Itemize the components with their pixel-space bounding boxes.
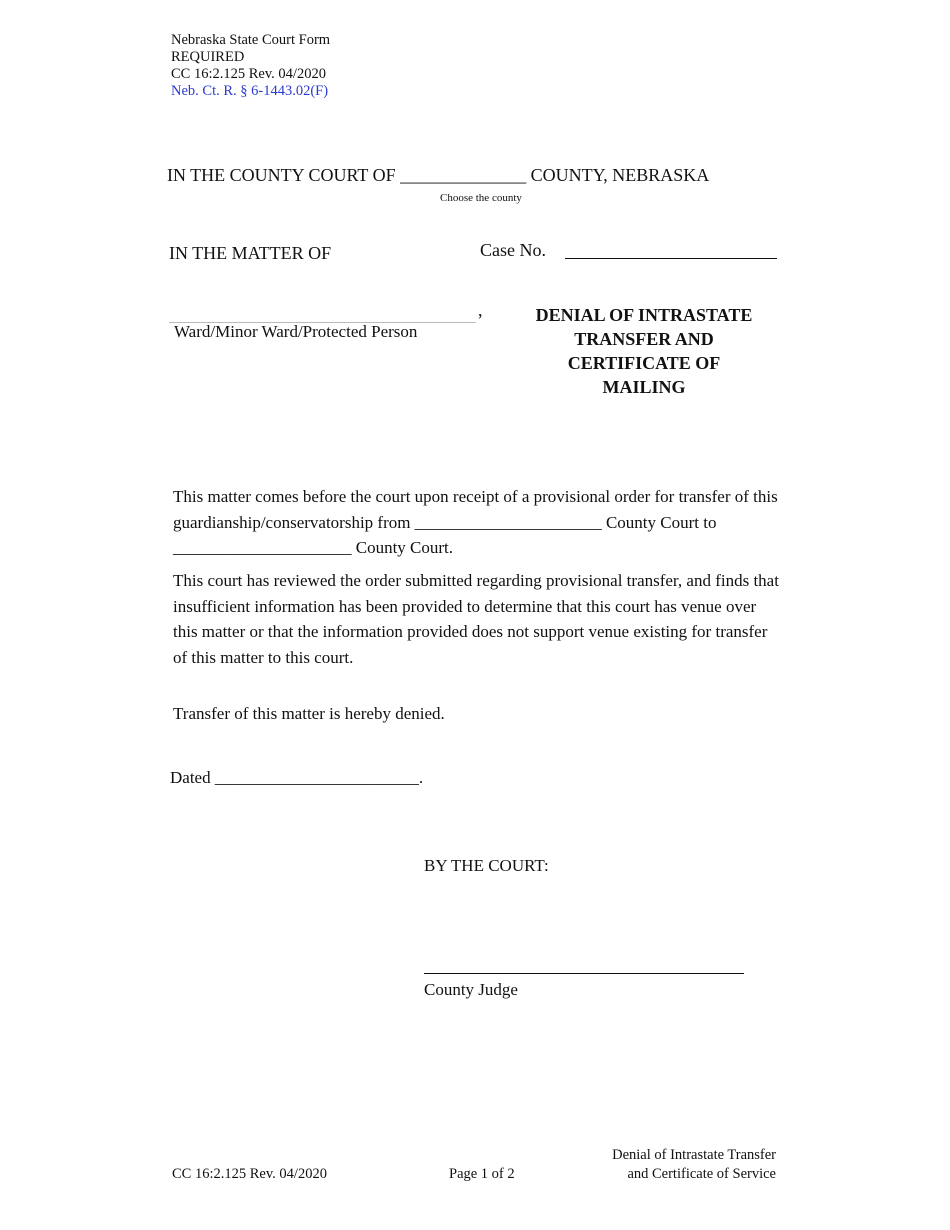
form-source: Nebraska State Court Form <box>171 32 331 48</box>
title-line-4: MAILING <box>602 377 686 397</box>
signature-line <box>424 973 744 974</box>
paragraph-review: This court has reviewed the order submitted regarding provisional transfer, and finds that insufficient information has been provided to determine that this court has venue over this matter or that the information provided does not support venue existing for transfer of this matter to this court. <box>173 571 779 667</box>
footer-document-title <box>560 1146 776 1184</box>
by-the-court: BY THE COURT: <box>424 856 549 875</box>
caption-comma: , <box>478 300 483 320</box>
form-required: REQUIRED <box>171 49 245 65</box>
form-number: CC 16:2.125 Rev. 04/2020 <box>171 66 326 82</box>
case-number-label: Case No. <box>480 240 546 260</box>
paragraph-receipt: This matter comes before the court upon receipt of a provisional order for transfer of this guardianship/conservatorship from ______________________ County Court to _____________________ County Court. <box>173 487 778 557</box>
county-hint: Choose the county <box>440 192 522 204</box>
case-number-line <box>565 258 777 259</box>
court-rule-link[interactable]: Neb. Ct. R. § 6-1443.02(F) <box>171 83 329 99</box>
document-title <box>505 303 783 399</box>
matter-of-label: IN THE MATTER OF <box>169 243 332 263</box>
judge-label: County Judge <box>424 980 518 999</box>
footer-title-line-2: and Certificate of Service <box>627 1166 776 1182</box>
paragraph-denied: Transfer of this matter is hereby denied. <box>173 704 445 723</box>
title-line-2: TRANSFER AND <box>574 329 714 349</box>
title-line-1: DENIAL OF INTRASTATE <box>535 305 753 325</box>
dated-line: Dated ________________________. <box>170 768 424 787</box>
ward-label: Ward/Minor Ward/Protected Person <box>174 322 418 341</box>
title-line-3: CERTIFICATE OF <box>567 353 721 373</box>
footer-form-number: CC 16:2.125 Rev. 04/2020 <box>172 1166 327 1182</box>
footer-title-line-1: Denial of Intrastate Transfer <box>612 1147 776 1163</box>
footer-page-number: Page 1 of 2 <box>449 1166 515 1182</box>
court-line: IN THE COUNTY COURT OF ______________ COUNTY, NEBRASKA <box>167 165 710 185</box>
